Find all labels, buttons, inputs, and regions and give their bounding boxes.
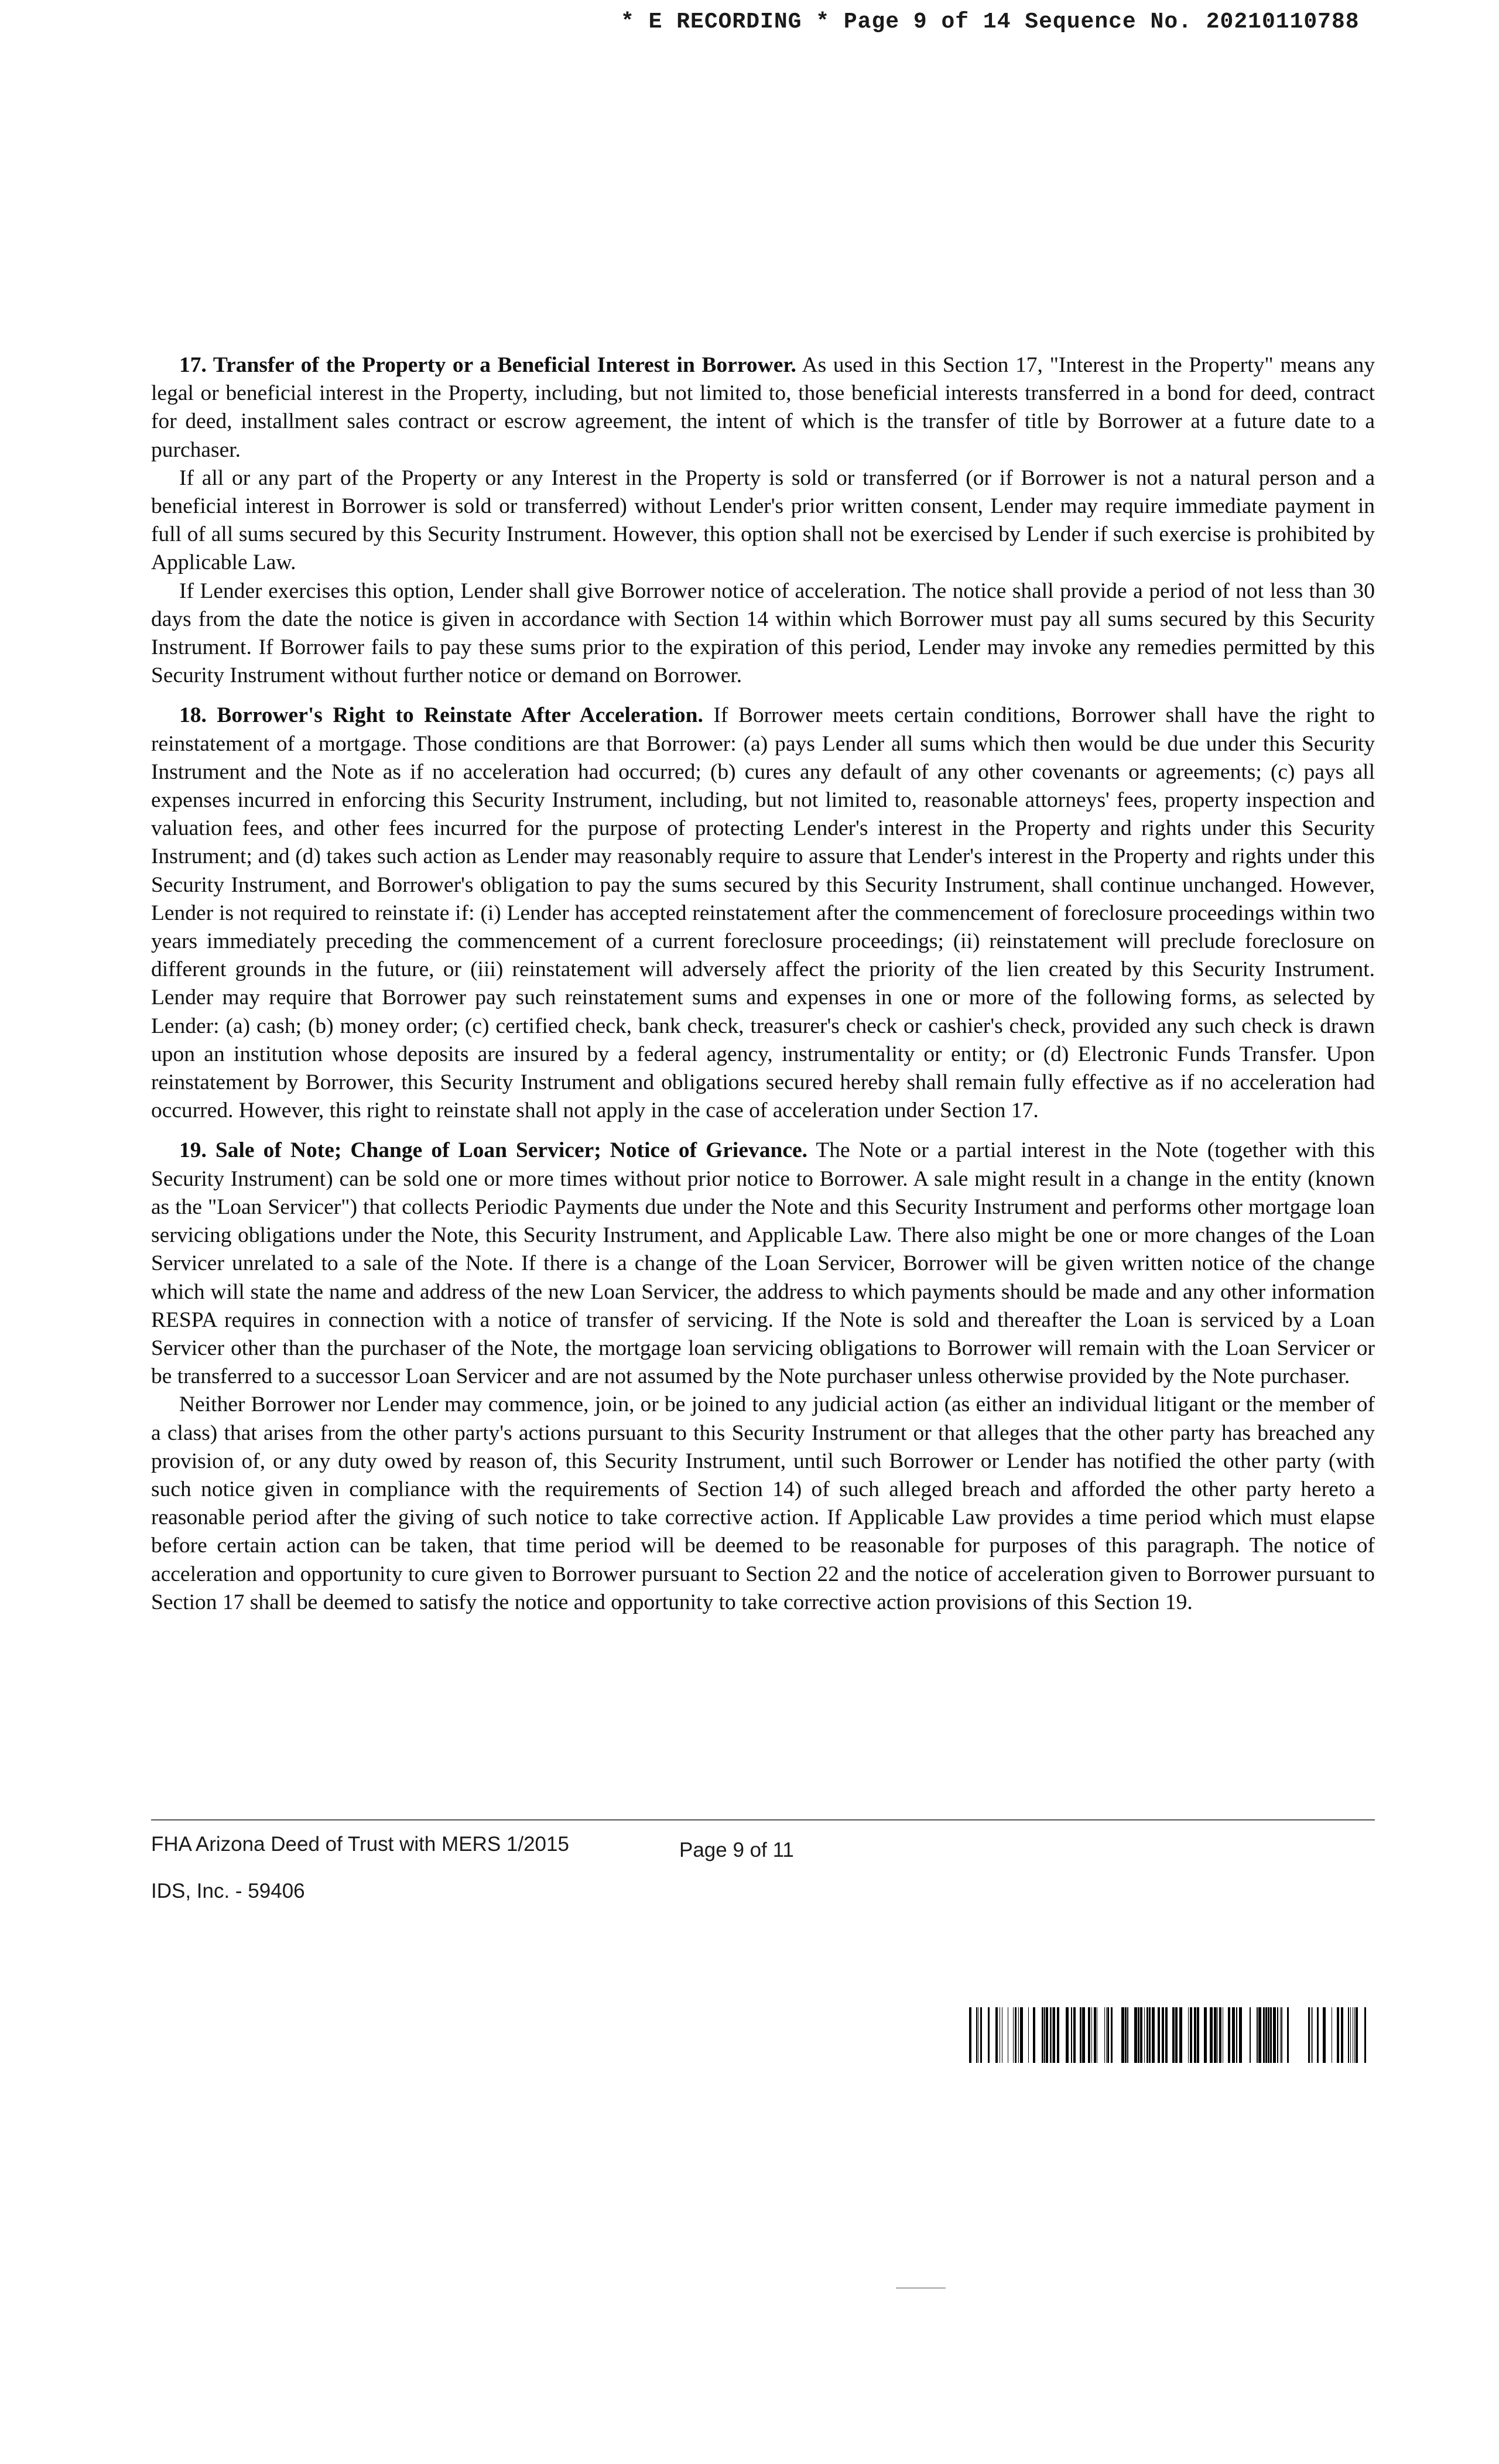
barcode-bar [1127,2007,1128,2063]
barcode-bar [1094,2007,1096,2063]
barcode-bar [1287,2007,1289,2063]
barcode-bar [1270,2007,1272,2063]
barcode-bar [1020,2007,1023,2063]
barcode-bar [1028,2007,1029,2063]
barcode-bar [976,2007,977,2063]
barcode-bar [1219,2007,1221,2063]
barcode-bar [1071,2007,1072,2063]
section-19-title: 19. Sale of Note; Change of Loan Servicer; Notice of Grievance. [179,1138,807,1163]
barcode-bar [1194,2007,1196,2063]
barcode-bar [1281,2007,1282,2063]
barcode-bar [1057,2007,1059,2063]
barcode-bar [1066,2007,1069,2063]
barcode-bar [1217,2007,1218,2063]
barcode-bar [1050,2007,1051,2063]
footer-vendor: IDS, Inc. - 59406 [151,1880,305,1902]
barcode-bar [1317,2007,1319,2063]
barcode-bar [1190,2007,1192,2063]
section-19-text-1: The Note or a partial interest in the Note (together with this Security Instrument) can be sold one or more times without prior notice to Borrower. A sale might result in a change in the entity (known as the "Loan Servicer") that collects Periodic Payments due under the Note and this Security Instrument and performs other mortgage loan servicing obligations under the Note, this Security Instrument, and Applicable Law. There also might be one or more changes of the Loan Servicer unrelated to a sale of the Note. If there is a change of the Loan Servicer, Borrower will be given written notice of the change which will state the name and address of the new Loan Servicer, the address to which payments should be made and any other information RESPA requires in connection with a notice of transfer of servicing. If the Note is sold and thereafter the Loan is serviced by a Loan Servicer other than the purchaser of the Note, the mortgage loan servicing obligations to Borrower will remain with the Loan Servicer or be transferred to a successor Loan Servicer and are not assumed by the Note purchaser unless otherwise provided by the Note purchaser. [151,1138,1375,1389]
barcode-bar [969,2007,971,2063]
barcode-bar [1214,2007,1217,2063]
scan-artifact [896,2287,946,2290]
barcode-bar [1188,2007,1189,2063]
barcode-bar [1152,2007,1155,2063]
barcode-bar [1263,2007,1265,2063]
barcode-bar [1121,2007,1124,2063]
section-18-paragraph-1 [151,701,1375,1125]
barcode-bar [1337,2007,1339,2063]
barcode-bar [995,2007,998,2063]
section-17-paragraph-3: If Lender exercises this option, Lender shall give Borrower notice of acceleration. The notice shall provide a period of not less than 30 days from the date the notice is given in accordance with Section 14 within which Borrower must pay all sums secured by this Security Instrument. If Borrower fails to pay these sums prior to the expiration of this period, Lender may invoke any remedies permitted by this Security Instrument without further notice or demand on Borrower. [151,579,1375,688]
barcode-bar [1277,2007,1278,2063]
section-18-title: 18. Borrower's Right to Reinstate After Acceleration. [179,703,703,728]
barcode-bar [988,2007,990,2063]
barcode-bar [1323,2007,1326,2063]
barcode-bar [1232,2007,1235,2063]
document-body [151,351,1375,1617]
barcode-bar [1162,2007,1164,2063]
barcode-bar [1091,2007,1092,2063]
barcode-bar [1158,2007,1160,2063]
barcode-bar [1111,2007,1113,2063]
section-18-text-1: If Borrower meets certain conditions, Borrower shall have the right to reinstatement of a mortgage. Those conditions are that Borrower: (a) pays Lender all sums which then would be due under this Security Instrument and the Note as if no acceleration had occurred; (b) cures any default of any other covenants or agreements; (c) pays all expenses incurred in enforcing this Security Instrument, including, but not limited to, reasonable attorneys' fees, property inspection and valuation fees, and other fees incurred for the purpose of protecting Lender's interest in the Property and rights under this Security Instrument; and (d) takes such action as Lender may reasonably require to assure that Lender's interest in the Property and rights under this Security Instrument, and Borrower's obligation to pay the sums secured by this Security Instrument, shall continue unchanged. However, Lender is not required to reinstate if: (i) Lender has accepted reinstatement after the commencement of foreclosure proceedings within two years immediately preceding the commencement of a current foreclosure proceedings; (ii) reinstatement will preclude foreclosure on different grounds in the future, or (iii) reinstatement will adversely affect the priority of the lien created by this Security Instrument. Lender may require that Borrower pay such reinstatement sums and expenses in one or more of the following forms, as selected by Lender: (a) cash; (b) money order; (c) certified check, bank check, treasurer's check or cashier's check, provided any such check is drawn upon an institution whose deposits are insured by a federal agency, instrumentality or entity; or (d) Electronic Funds Transfer. Upon reinstatement by Borrower, this Security Instrument and obligations secured hereby shall remain fully effective as if no acceleration had occurred. However, this right to reinstate shall not apply in the case of acceleration under Section 17. [151,703,1375,1123]
barcode-bar [1147,2007,1148,2063]
barcode-bar [1311,2007,1312,2063]
section-17-paragraph-2: If all or any part of the Property or any Interest in the Property is sold or transferred (or if Borrower is not a natural person and a beneficial interest in Borrower is sold or transferred) without Lender's prior written consent, Lender may require immediate payment in full of all sums secured by this Security Instrument. However, this option shall not be exercised by Lender if such exercise is prohibited by Applicable Law. [151,466,1375,575]
barcode-bar [1210,2007,1213,2063]
barcode-bar [1354,2007,1355,2063]
barcode-bar [1172,2007,1175,2063]
barcode-bar [1280,2007,1281,2063]
barcode-bar [1364,2007,1366,2063]
barcode-bar [1228,2007,1230,2063]
barcode-bar [980,2007,982,2063]
section-17-text-1: As used in this Section 17, "Interest in the Property" means any legal or beneficial interest in the Property, including, but not limited to, those beneficial interests transferred in a bond for deed, contract for deed, installment sales contract or escrow agreement, the intent of which is the transfer of title by Borrower at a future date to a purchaser. [151,353,1375,462]
barcode-bar [1125,2007,1127,2063]
barcode-bar [1312,2007,1313,2063]
barcode-bar [1134,2007,1137,2063]
footer-form-name: FHA Arizona Deed of Trust with MERS 1/2015 [151,1833,569,1856]
barcode-bar [1018,2007,1019,2063]
barcode-bar [1268,2007,1269,2063]
barcode-bar [1140,2007,1142,2063]
barcode-bar [1236,2007,1237,2063]
barcode-image [969,2007,1367,2063]
barcode-bar [1106,2007,1107,2063]
barcode-bar [1044,2007,1045,2063]
barcode-bar [1265,2007,1267,2063]
barcode-bar [1179,2007,1182,2063]
footer-left-block [151,1821,569,1915]
barcode-bar [1015,2007,1017,2063]
barcode-bar [1273,2007,1276,2063]
barcode-bar [1080,2007,1082,2063]
barcode-bar [1053,2007,1055,2063]
barcode-bar [1042,2007,1043,2063]
barcode-bar [1104,2007,1105,2063]
barcode-bar [1308,2007,1310,2063]
barcode-bar [1197,2007,1199,2063]
section-19-paragraph-1 [151,1137,1375,1391]
barcode-bar [1033,2007,1035,2063]
barcode-bar [1250,2007,1251,2063]
section-17-paragraph-1 [151,351,1375,464]
footer-page-number: Page 9 of 11 [679,1839,794,1861]
barcode-bar [1073,2007,1076,2063]
barcode-bar [1165,2007,1168,2063]
barcode-bar [1175,2007,1178,2063]
barcode-bar [1082,2007,1085,2063]
barcode-bar [1356,2007,1358,2063]
barcode-bar [1348,2007,1349,2063]
barcode-bar [1013,2007,1014,2063]
section-17-title: 17. Transfer of the Property or a Beneficial Interest in Borrower. [179,353,796,377]
footer-divider [151,1819,1375,1820]
barcode-bar [1088,2007,1090,2063]
barcode-bar [1144,2007,1145,2063]
barcode-bar [1107,2007,1109,2063]
recording-stamp: * E RECORDING * Page 9 of 14 Sequence No. 20210110788 [621,9,1360,35]
barcode-bar [1341,2007,1343,2063]
barcode-bar [1239,2007,1242,2063]
barcode-bar [1258,2007,1261,2063]
section-19-paragraph-2: Neither Borrower nor Lender may commence, join, or be joined to any judicial action (as either an individual litigant or the member of a class) that arises from the other party's actions pursuant to this Security Instrument or that alleges that the other party has breached any provision of, or any duty owed by reason of, this Security Instrument, until such Borrower or Lender has notified the other party (with such notice given in compliance with the requirements of Section 14) of such alleged breach and afforded the other party hereto a reasonable period after the giving of such notice to take corrective action. If Applicable Law provides a time period which must elapse before certain action can be taken, that time period will be deemed to be reasonable for purposes of this paragraph. The notice of acceleration and opportunity to cure given to Borrower pursuant to Section 22 and the notice of acceleration given to Borrower pursuant to Section 17 shall be deemed to satisfy the notice and opportunity to take corrective action provisions of this Section 19. [151,1392,1375,1614]
barcode-bar [1257,2007,1258,2063]
barcode-bar [1350,2007,1351,2063]
barcode-bar [1138,2007,1139,2063]
barcode-bar [1149,2007,1151,2063]
barcode-bar [1204,2007,1207,2063]
barcode-bar [1046,2007,1048,2063]
